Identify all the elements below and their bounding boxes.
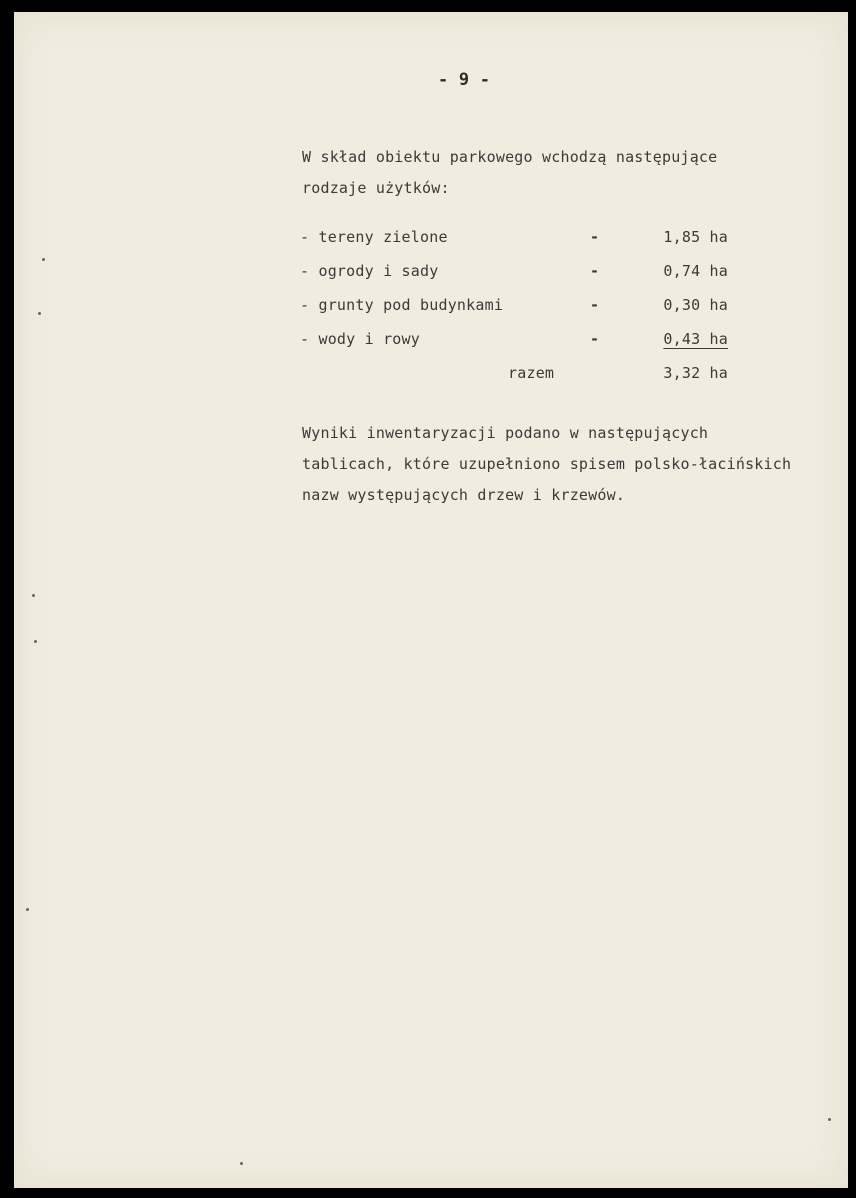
paper-speck	[32, 594, 35, 597]
intro-line-1: W skład obiektu parkowego wchodzą następujące	[302, 148, 718, 166]
land-use-row	[300, 330, 740, 354]
intro-line-2: rodzaje użytków:	[302, 179, 450, 197]
closing-line-1: Wyniki inwentaryzacji podano w następujących	[302, 424, 709, 442]
paper-speck	[828, 1118, 831, 1121]
paper-speck	[42, 258, 45, 261]
intro-paragraph	[302, 142, 717, 204]
land-use-value: 0,74 ha	[663, 262, 728, 280]
document-page	[14, 12, 848, 1188]
land-use-label: - wody i rowy	[300, 330, 420, 348]
land-use-value: 1,85 ha	[663, 228, 728, 246]
land-use-separator: -	[590, 228, 600, 246]
closing-paragraph	[302, 418, 791, 511]
total-value: 3,32 ha	[663, 364, 728, 382]
land-use-label: - tereny zielone	[300, 228, 448, 246]
total-label: razem	[508, 364, 555, 382]
land-use-total-row	[300, 364, 740, 388]
paper-speck	[38, 312, 41, 315]
land-use-label: - ogrody i sady	[300, 262, 439, 280]
land-use-row	[300, 262, 740, 286]
closing-line-2: tablicach, które uzupełniono spisem polsko-łacińskich	[302, 455, 792, 473]
land-use-separator: -	[590, 330, 600, 348]
land-use-separator: -	[590, 296, 600, 314]
paper-speck	[240, 1162, 243, 1165]
paper-speck	[34, 640, 37, 643]
land-use-row	[300, 296, 740, 320]
page-number: - 9 -	[438, 70, 491, 90]
closing-line-3: nazw występujących drzew i krzewów.	[302, 486, 626, 504]
land-use-row	[300, 228, 740, 252]
land-use-value: 0,43 ha	[663, 330, 728, 348]
land-use-value: 0,30 ha	[663, 296, 728, 314]
paper-speck	[26, 908, 29, 911]
land-use-label: - grunty pod budynkami	[300, 296, 504, 314]
land-use-separator: -	[590, 262, 600, 280]
